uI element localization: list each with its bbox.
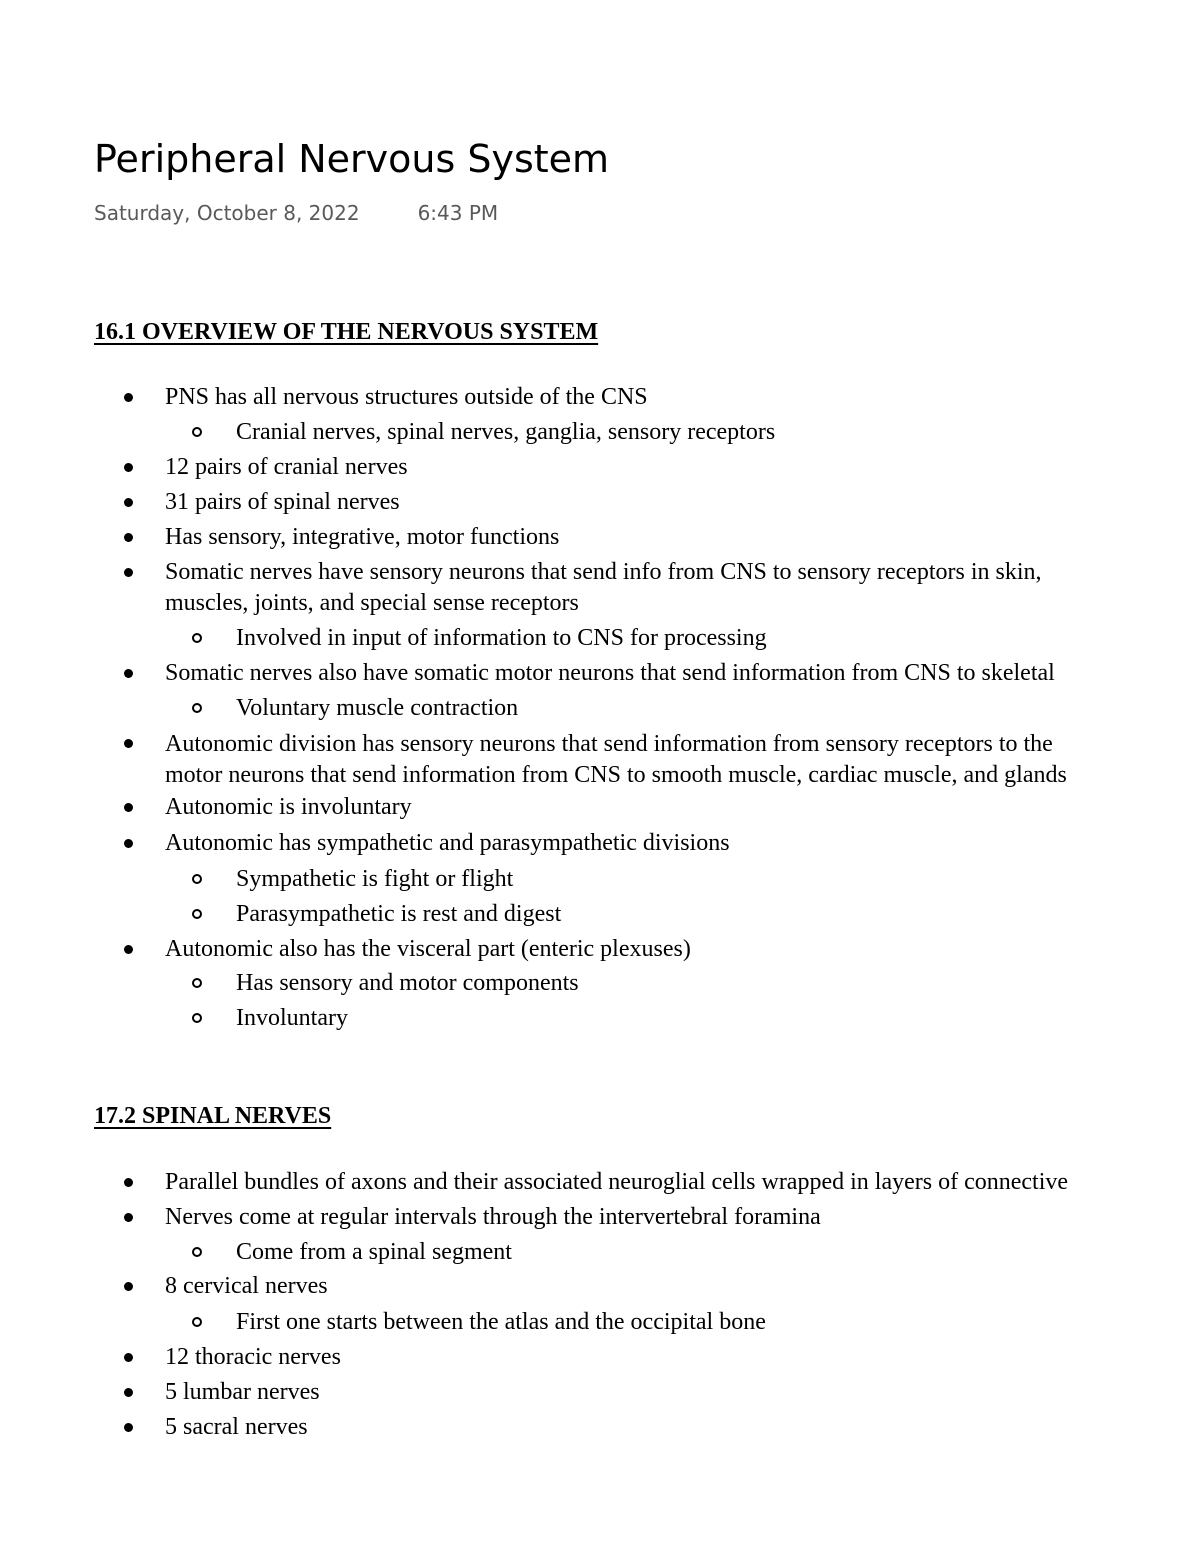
list-item: Involved in input of information to CNS for processing	[236, 625, 767, 651]
list-item: Nerves come at regular intervals through the intervertebral foramina	[165, 1204, 821, 1230]
bullet-dot	[124, 803, 133, 812]
bullet-dot	[124, 498, 133, 507]
list-item: Voluntary muscle contraction	[236, 695, 519, 721]
bullet-dot	[124, 1353, 133, 1362]
page-date: Saturday, October 8, 2022	[94, 201, 360, 225]
sub-bullet-circle	[192, 1013, 202, 1023]
list-item: PNS has all nervous structures outside of the CNS	[165, 384, 648, 410]
list-item-continuation: muscles, joints, and special sense receptors	[165, 590, 579, 616]
page-title: Peripheral Nervous System	[94, 137, 610, 181]
list-item: 12 thoracic nerves	[165, 1344, 341, 1370]
list-item: 5 lumbar nerves	[165, 1379, 320, 1405]
list-item: Somatic nerves also have somatic motor neurons that send information from CNS to skeletal	[165, 660, 1055, 686]
sub-bullet-circle	[192, 909, 202, 919]
list-item: Autonomic has sympathetic and parasympathetic divisions	[165, 830, 730, 856]
list-item: Cranial nerves, spinal nerves, ganglia, sensory receptors	[236, 419, 776, 445]
list-item: Parallel bundles of axons and their associated neuroglial cells wrapped in layers of connective	[165, 1169, 1069, 1195]
bullet-dot	[124, 945, 133, 954]
list-item: Involuntary	[236, 1005, 348, 1031]
bullet-dot	[124, 393, 133, 402]
bullet-dot	[124, 1178, 133, 1187]
sub-bullet-circle	[192, 1247, 202, 1257]
bullet-dot	[124, 739, 133, 748]
list-item: Autonomic also has the visceral part (enteric plexuses)	[165, 936, 691, 962]
page-meta	[94, 199, 498, 227]
bullet-dot	[124, 669, 133, 678]
list-item: First one starts between the atlas and the occipital bone	[236, 1309, 766, 1335]
bullet-dot	[124, 1423, 133, 1432]
list-item: Somatic nerves have sensory neurons that send info from CNS to sensory receptors in skin,	[165, 559, 1042, 585]
bullet-dot	[124, 568, 133, 577]
sub-bullet-circle	[192, 978, 202, 988]
list-item: Sympathetic is fight or flight	[236, 866, 514, 892]
list-item: Has sensory and motor components	[236, 970, 579, 996]
list-item: 8 cervical nerves	[165, 1273, 328, 1299]
list-item: 12 pairs of cranial nerves	[165, 454, 408, 480]
section-heading-spinal-nerves: 17.2 SPINAL NERVES	[94, 1103, 332, 1129]
bullet-dot	[124, 1282, 133, 1291]
bullet-dot	[124, 463, 133, 472]
list-item: Has sensory, integrative, motor functions	[165, 524, 560, 550]
page-time: 6:43 PM	[417, 201, 499, 225]
bullet-dot	[124, 1388, 133, 1397]
bullet-dot	[124, 839, 133, 848]
list-item: Autonomic is involuntary	[165, 794, 412, 820]
list-item: Autonomic division has sensory neurons that send information from sensory receptors to the	[165, 731, 1053, 757]
bullet-dot	[124, 533, 133, 542]
sub-bullet-circle	[192, 427, 202, 437]
sub-bullet-circle	[192, 874, 202, 884]
list-item: 5 sacral nerves	[165, 1414, 308, 1440]
list-item: Come from a spinal segment	[236, 1239, 512, 1265]
list-item: 31 pairs of spinal nerves	[165, 489, 400, 515]
sub-bullet-circle	[192, 703, 202, 713]
sub-bullet-circle	[192, 633, 202, 643]
bullet-dot	[124, 1213, 133, 1222]
list-item: Parasympathetic is rest and digest	[236, 901, 562, 927]
sub-bullet-circle	[192, 1317, 202, 1327]
section-heading-overview: 16.1 OVERVIEW OF THE NERVOUS SYSTEM	[94, 319, 599, 345]
list-item-continuation: motor neurons that send information from CNS to smooth muscle, cardiac muscle, and glands	[165, 762, 1067, 788]
